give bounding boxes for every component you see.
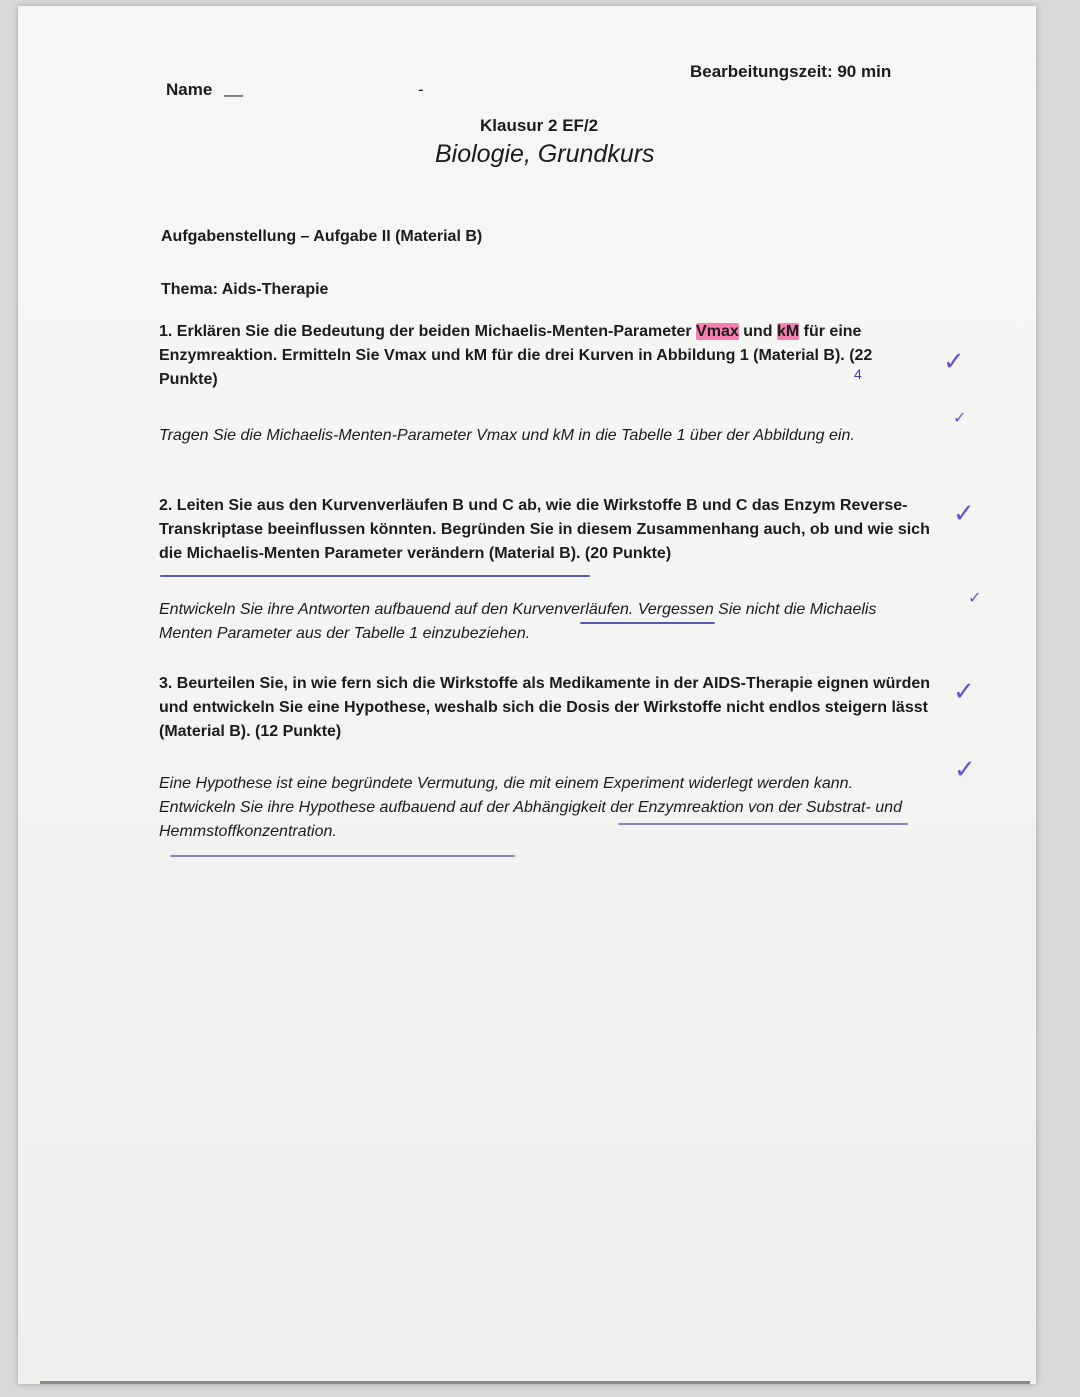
question-1 [159,320,931,392]
check-mark-4: ✓ [968,590,982,607]
time-limit: Bearbeitungszeit: 90 min [690,62,892,81]
name-blank: __ [224,78,243,97]
subject-title: Biologie, Grundkurs [435,140,655,168]
check-mark-2: ✓ [953,410,967,427]
km-highlight: kM [776,323,800,340]
check-mark-3: ✓ [953,498,975,528]
question-2-hint: Entwickeln Sie ihre Antworten aufbauend auf den Kurvenverläufen. Vergessen Sie nicht die Michaelis Menten Parameter aus der Tabelle 1 einzubeziehen. [159,601,877,642]
underline-q2 [160,575,590,577]
q1-text-a: 1. Erklären Sie die Bedeutung der beiden Michaelis-Menten-Parameter [159,323,697,340]
exam-title: Klausur 2 EF/2 [480,116,599,135]
question-3-hint: Eine Hypothese ist eine begründete Vermutung, die mit einem Experiment widerlegt werden kann. Entwickeln Sie ihre Hypothese aufbauend auf der Abhängigkeit der Enzymreaktion von der Substrat- und Hemmstoffkonzentration. [159,775,902,840]
name-label: Name [166,80,213,99]
check-mark-5: ✓ [953,676,975,706]
underline-hint-2 [580,622,715,624]
question-1-hint: Tragen Sie die Michaelis-Menten-Parameter Vmax und kM in die Tabelle 1 über der Abbildung ein. [159,427,855,444]
name-dash: - [418,80,424,99]
question-3: 3. Beurteilen Sie, in wie fern sich die Wirkstoffe als Medikamente in der AIDS-Therapie eignen würden und entwickeln Sie eine Hypothese, weshalb sich die Dosis der Wirkstoffe nicht endlos steigern lässt (Material B). (12 Punkte) [159,675,931,740]
question-2: 2. Leiten Sie aus den Kurvenverläufen B und C ab, wie die Wirkstoffe B und C das Enzym Reverse-Transkriptase beeinflussen könnten. Begründen Sie in diesem Zusammenhang auch, ob und wie sich die Michaelis-Menten Parameter verändern (Material B). (20 Punkte) [159,497,930,562]
q1-text-b: für eine Enzymreaktion. Ermitteln Sie Vmax und kM für die drei Kurven in Abbildung 1 (Material B). (22 Punkte) [159,323,873,388]
page-bottom-edge [40,1381,1030,1384]
q1-und: und [738,323,777,340]
task-topic: Thema: Aids-Therapie [161,281,329,298]
exam-sheet [18,6,1036,1384]
handwritten-note: 4 [854,366,862,382]
check-mark-6: ✓ [954,754,976,784]
underline-hint-3b [170,855,515,857]
underline-hint-3a [618,823,908,825]
vmax-highlight: Vmax [696,323,739,340]
check-mark-1: ✓ [943,346,965,376]
task-heading: Aufgabenstellung – Aufgabe II (Material B) [161,228,483,245]
